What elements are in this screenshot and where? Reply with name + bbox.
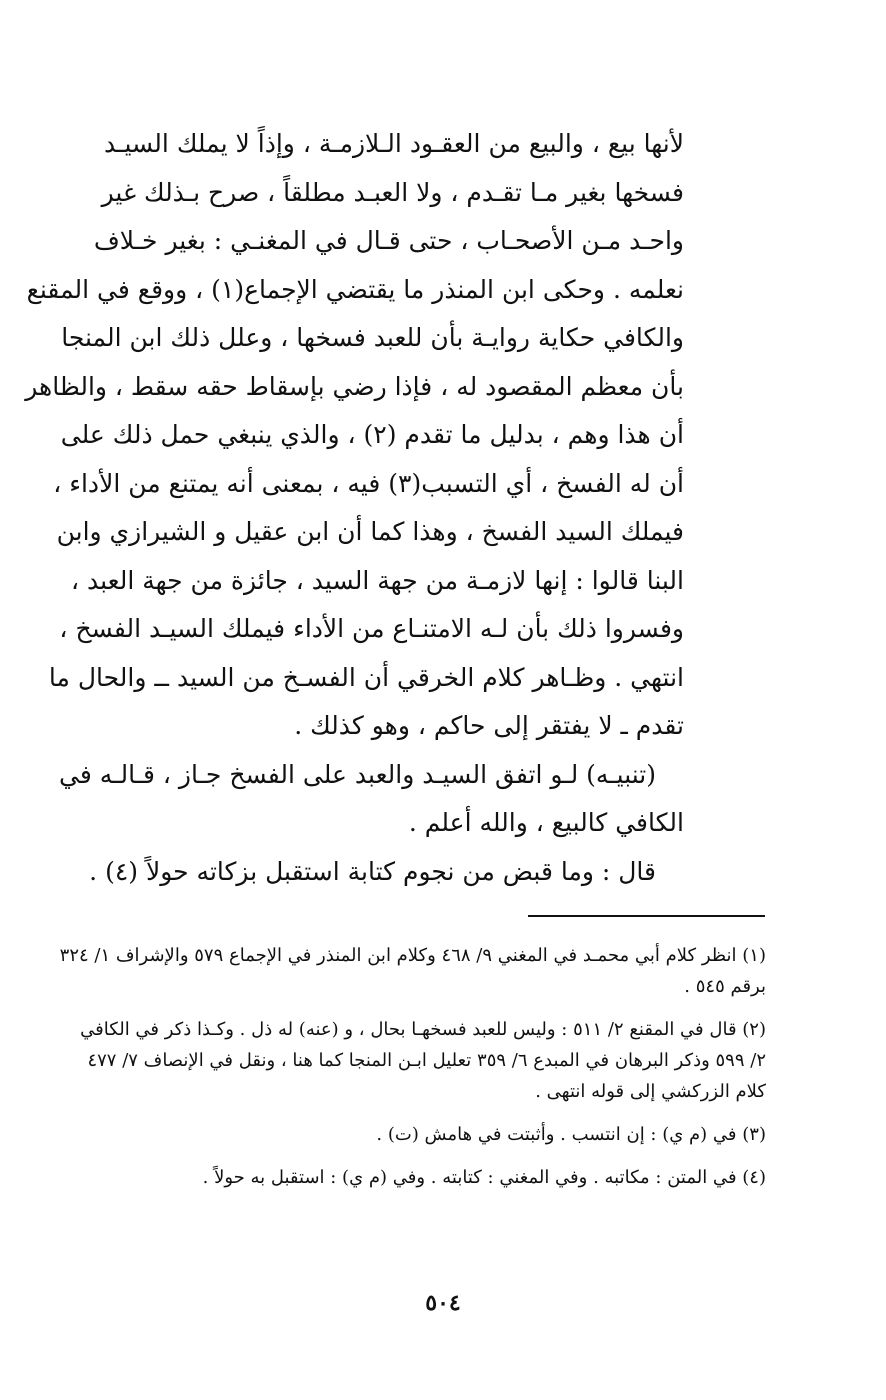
footnote-gap: [104, 1002, 766, 1014]
text-line: فسخها بغير مـا تقـدم ، ولا العبـد مطلقاً ، صرح بـذلك غير: [101, 177, 684, 207]
text-line: نعلمه . وحكى ابن المنذر ما يقتضي الإجماع(١) ، ووقع في المقنع: [26, 274, 684, 304]
footnote-gap: [104, 1107, 766, 1119]
text-line: الكافي كالبيع ، والله أعلم .: [408, 808, 684, 837]
text-line: فيملك السيد الفسخ ، وهذا كما أن ابن عقيل و الشيرازي وابن: [56, 517, 684, 546]
text-line: البنا قالوا : إنها لازمـة من جهة السيد ، جائزة من جهة العبد ،: [70, 565, 684, 595]
text-line: لأنها بيع ، والبيع من العقـود الـلازمـة ، وإذاً لا يملك السيـد: [104, 129, 684, 158]
footnote-2-line: كلام الزركشي إلى قوله انتهى .: [535, 1081, 766, 1102]
tanbih-line: (تنبيـه) لـو اتفق السيـد والعبد على الفسخ جـاز ، قـالـه في: [58, 759, 656, 789]
text-line: وفسروا ذلك بأن لـه الامتنـاع من الأداء فيملك السيـد الفسخ ،: [59, 614, 684, 643]
text-line: أن له الفسخ ، أي التسبب(٣) فيه ، بمعنى أنه يمتنع من الأداء ،: [53, 468, 684, 498]
main-text-block: [25, 120, 684, 896]
text-line: بأن معظم المقصود له ، فإذا رضي بإسقاط حقه سقط ، والظاهر: [25, 371, 684, 401]
text-line: أن هذا وهم ، بدليل ما تقدم (٢) ، والذي ينبغي حمل ذلك على: [60, 420, 684, 449]
matn-quote-line: قال : وما قبض من نجوم كتابة استقبل بزكاته حولاً (٤) .: [89, 856, 656, 886]
text-line: والكافي حكاية روايـة بأن للعبد فسخها ، وعلل ذلك ابن المنجا: [61, 323, 684, 352]
footnote-1-line: برقم ٥٤٥ .: [684, 976, 766, 997]
footnote-separator: [528, 915, 765, 917]
text-line: انتهي . وظـاهر كلام الخرقي أن الفسـخ من السيد ــ والحال ما: [48, 662, 684, 692]
footnote-4-line: (٤) في المتن : مكاتبه . وفي المغني : كتابته . وفي (م ي) : استقبل به حولاً .: [202, 1167, 766, 1188]
footnote-3-line: (٣) في (م ي) : إن انتسب . وأثبتت في هامش (ت) .: [376, 1124, 766, 1145]
footnote-2-line: ٢/ ٥٩٩ وذكر البرهان في المبدع ٦/ ٣٥٩ تعليل ابـن المنجا كما هنا ، ونقل في الإنصاف ٧/ ٤٧٧: [87, 1050, 766, 1071]
text-line: تقدم ـ لا يفتقر إلى حاكم ، وهو كذلك .: [294, 711, 684, 740]
text-line: واحـد مـن الأصحـاب ، حتى قـال في المغنـي : بغير خـلاف: [93, 226, 684, 255]
footnote-2-line: (٢) قال في المقنع ٢/ ٥١١ : وليس للعبد فسخهـا بحال ، و (عنه) له ذل . وكـذا ذكر في الكافي: [80, 1019, 766, 1040]
page-number: ٥٠٤: [425, 1290, 461, 1316]
footnotes-block: [59, 940, 766, 1193]
footnote-1-line: (١) انظر كلام أبي محمـد في المغني ٩/ ٤٦٨ وكلام ابن المنذر في الإجماع ٥٧٩ والإشراف ١/ ٣٢٤: [59, 945, 766, 966]
footnote-gap: [104, 1150, 766, 1162]
